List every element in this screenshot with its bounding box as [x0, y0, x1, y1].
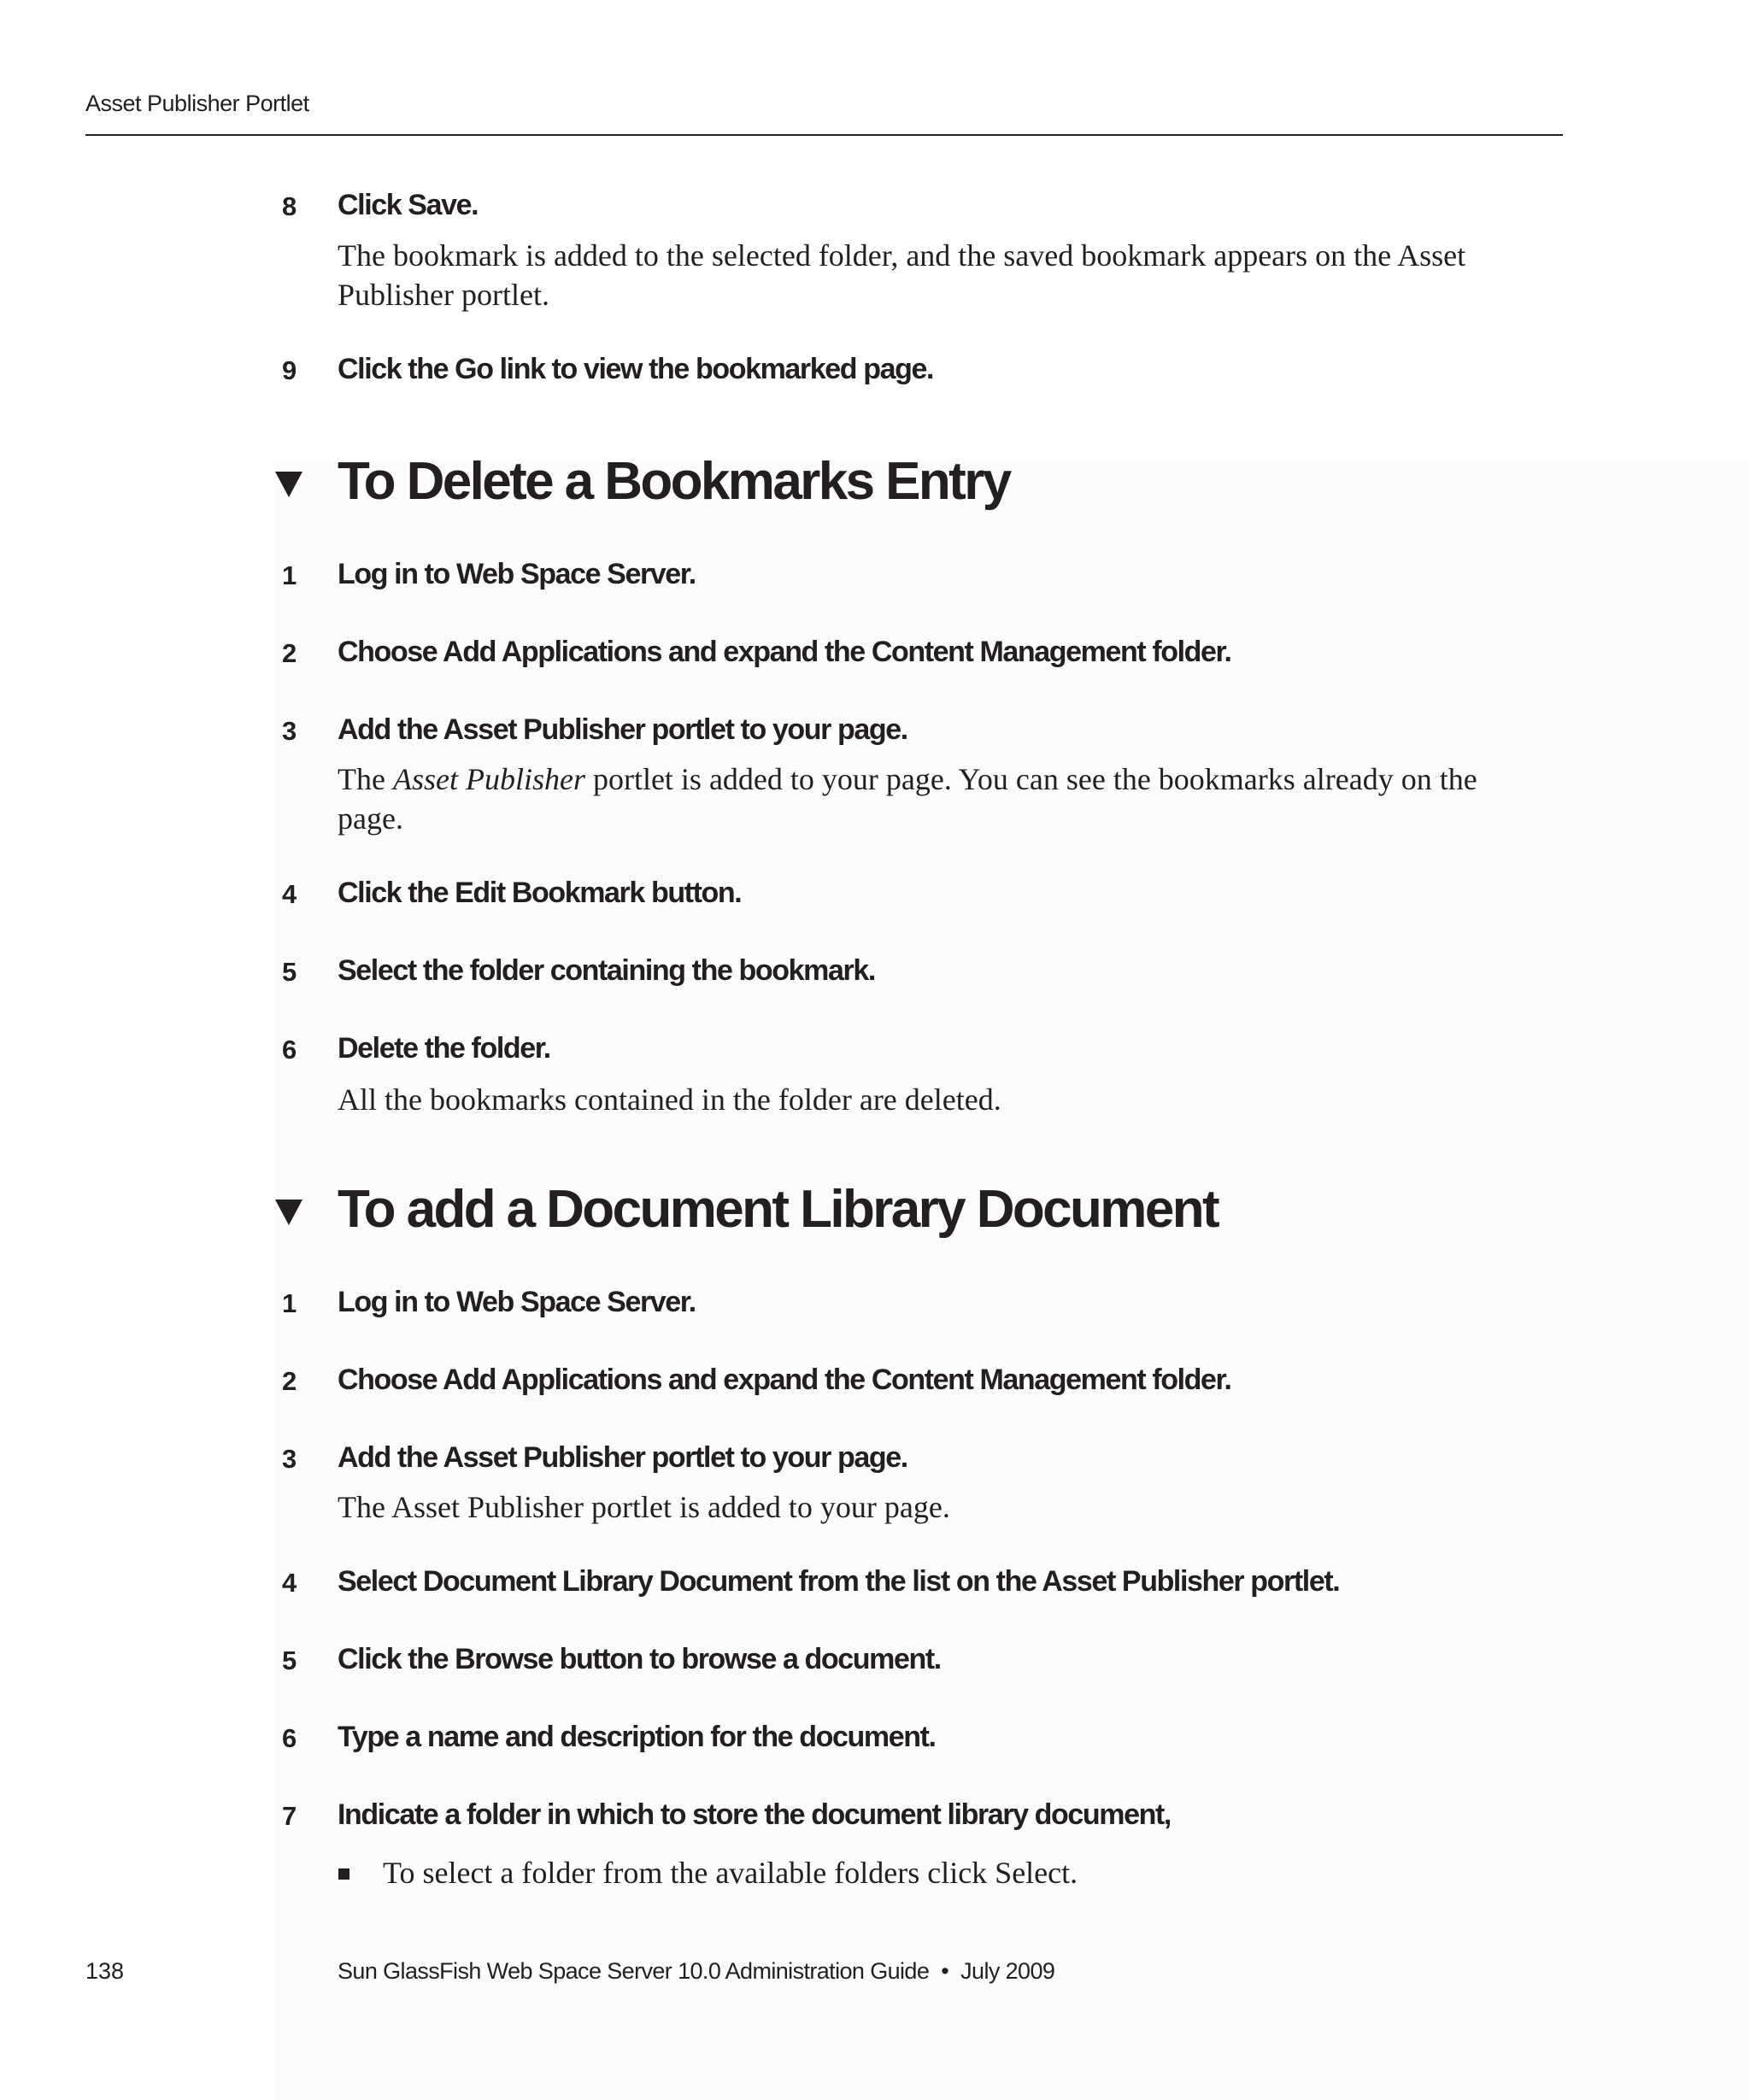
step-number: 4 [282, 879, 297, 909]
step-title: Select Document Library Document from the list on the Asset Publisher portlet. [338, 1565, 1340, 1598]
publication-date: July 2009 [960, 1958, 1055, 1984]
step-number: 2 [282, 638, 297, 668]
section-triangle-icon [275, 472, 302, 497]
step-number: 1 [282, 560, 297, 590]
section-heading: To add a Document Library Document [338, 1180, 1219, 1239]
step-number: 6 [282, 1723, 297, 1753]
step-body: All the bookmarks contained in the folder are deleted. [338, 1082, 1001, 1117]
step-number: 7 [282, 1801, 297, 1831]
step-title: Choose Add Applications and expand the Content Management folder. [338, 1364, 1231, 1396]
book-title: Sun GlassFish Web Space Server 10.0 Administration Guide [338, 1958, 930, 1984]
footer-separator: • [941, 1958, 949, 1984]
step-number: 3 [282, 1444, 297, 1474]
section-heading: To Delete a Bookmarks Entry [338, 452, 1010, 511]
bullet-item: To select a folder from the available folders click Select. [383, 1856, 1078, 1890]
step-title: Select the folder containing the bookmark. [338, 954, 875, 987]
step-number: 5 [282, 957, 297, 987]
step-number: 3 [282, 716, 297, 746]
step-number: 5 [282, 1645, 297, 1675]
step-title: Indicate a folder in which to store the document library document, [338, 1798, 1171, 1831]
step-title: Click the Edit Bookmark button. [338, 877, 742, 909]
step-number: 9 [282, 355, 297, 385]
step-title: Choose Add Applications and expand the Content Management folder. [338, 636, 1231, 668]
step-number: 8 [282, 191, 297, 221]
step-title: Click the Browse button to browse a document. [338, 1643, 941, 1675]
bullet-square-icon [338, 1868, 349, 1880]
step-body: The Asset Publisher portlet is added to your page. [338, 1490, 950, 1524]
step-number: 2 [282, 1366, 297, 1396]
step-body: The Asset Publisher portlet is added to your page. You can see the bookmarks already on the page. [338, 762, 1477, 836]
step-number: 4 [282, 1568, 297, 1598]
step-number: 1 [282, 1288, 297, 1318]
step-title: Add the Asset Publisher portlet to your page. [338, 713, 907, 746]
header-rule [85, 134, 1563, 136]
step-title: Log in to Web Space Server. [338, 1286, 696, 1318]
step-number: 6 [282, 1035, 297, 1065]
step-body: The bookmark is added to the selected folder, and the saved bookmark appears on the Asset Publisher portlet. [338, 238, 1466, 312]
step-title: Click Save. [338, 189, 479, 221]
step-title: Add the Asset Publisher portlet to your page. [338, 1441, 907, 1474]
section-triangle-icon [275, 1200, 302, 1225]
step-title: Log in to Web Space Server. [338, 558, 696, 590]
step-title: Delete the folder. [338, 1032, 550, 1065]
step-title: Type a name and description for the document. [338, 1721, 936, 1753]
footer-title [338, 1958, 1054, 1985]
step-title: Click the Go link to view the bookmarked page. [338, 353, 933, 385]
running-header: Asset Publisher Portlet [85, 91, 309, 116]
page-number: 138 [85, 1958, 125, 1984]
